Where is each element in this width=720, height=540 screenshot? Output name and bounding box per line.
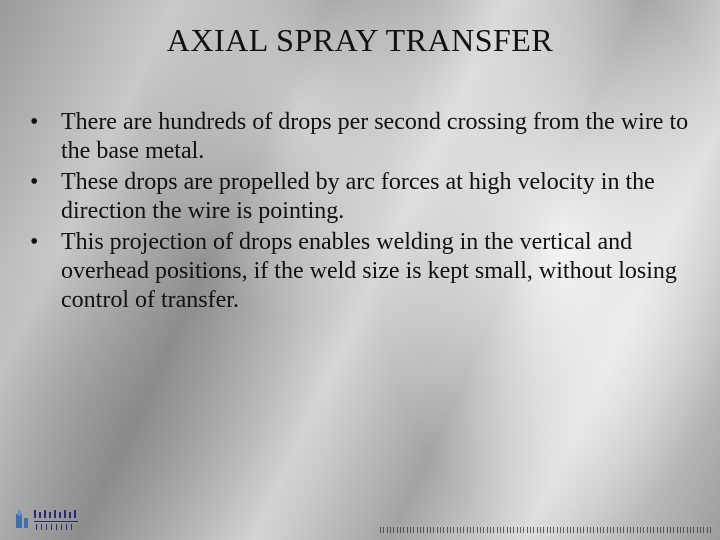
bullet-item — [30, 108, 690, 166]
organization-logo-icon — [14, 506, 84, 532]
slide-title: AXIAL SPRAY TRANSFER — [166, 22, 554, 58]
bullet-text: This projection of drops enables welding in the vertical and overhead positions, if the weld size is kept small, without losing control of transfer. — [61, 229, 677, 313]
bullet-item — [30, 168, 690, 226]
bullet-item — [30, 228, 690, 315]
bullet-list — [30, 108, 690, 317]
bullet-text: There are hundreds of drops per second crossing from the wire to the base metal. — [61, 109, 689, 164]
bullet-marker: • — [30, 229, 39, 255]
bullet-marker: • — [30, 109, 39, 135]
bullet-marker: • — [30, 169, 39, 195]
bullet-text: These drops are propelled by arc forces at high velocity in the direction the wire is pointing. — [61, 169, 655, 224]
footer-barcode-strip — [380, 527, 712, 533]
